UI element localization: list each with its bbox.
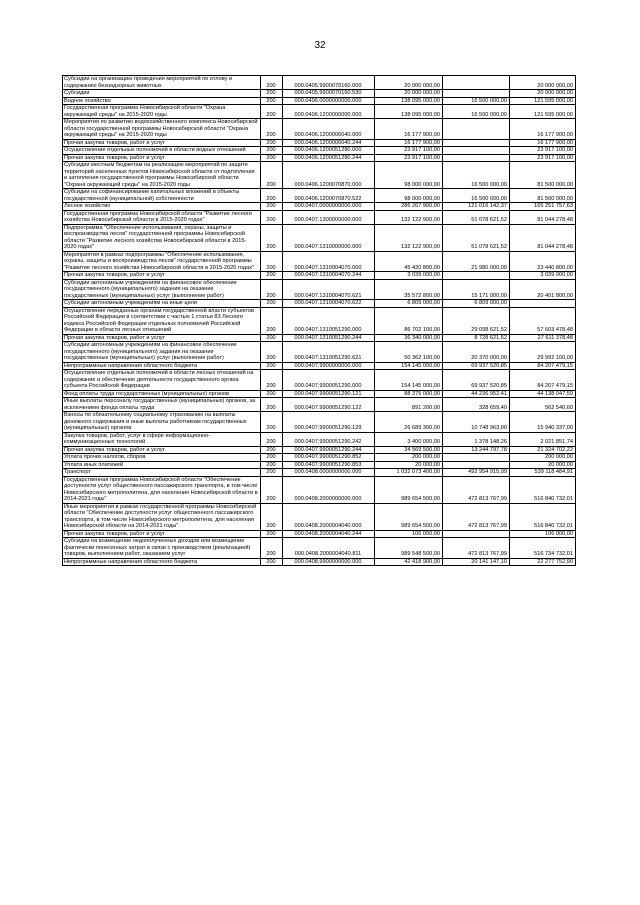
executed-amount-cell: 121 016 142,37 [443, 203, 510, 211]
approved-amount-cell: 132 122 900,00 [375, 224, 443, 251]
remaining-amount-cell: 165 251 757,63 [510, 203, 576, 211]
approved-amount-cell: 106 000,00 [375, 530, 443, 538]
executed-amount-cell: 6 809 000,00 [443, 300, 510, 308]
remaining-amount-cell: 200 000,00 [510, 454, 576, 462]
row-code-cell: 200 [261, 210, 283, 224]
approved-amount-cell: 3 039 000,00 [375, 272, 443, 280]
row-name-cell: Государственная программа Новосибирской области "Обеспечение доступности услуг общественного пассажирского транспорта, в том числе Новосибирского метрополитена, для населения Новосибирской области в 2014-2021 годы" [63, 476, 261, 503]
approved-amount-cell: 891 200,00 [375, 398, 443, 412]
table-row [63, 154, 576, 162]
row-code-cell: 200 [261, 147, 283, 155]
approved-amount-cell: 36 340 000,00 [375, 334, 443, 342]
table-row [63, 97, 576, 105]
approved-amount-cell: 35 572 800,00 [375, 279, 443, 300]
table-row [63, 147, 576, 155]
row-name-cell: Иные выплаты персоналу государственных (муниципальных) органов, за исключением фонда оплаты труда [63, 398, 261, 412]
approved-amount-cell: 200 000,00 [375, 454, 443, 462]
table-row [63, 398, 576, 412]
table-row [63, 342, 576, 363]
executed-amount-cell [443, 139, 510, 147]
row-name-cell: Субсидии местным бюджетам на реализацию мероприятий по защите территорий населенных пунктов Новосибирской области от подтопления и затопления государственной программы Новосибирской области "Охрана окружающей среды" на 2015-2020 годы [63, 162, 261, 189]
table-row [63, 461, 576, 469]
approved-amount-cell: 16 177 900,00 [375, 119, 443, 140]
row-code-cell: 200 [261, 412, 283, 433]
approved-amount-cell: 20 000,00 [375, 461, 443, 469]
row-name-cell: Водное хозяйство [63, 97, 261, 105]
remaining-amount-cell: 23 917 100,00 [510, 154, 576, 162]
row-code-cell: 200 [261, 390, 283, 398]
executed-amount-cell: 69 937 520,85 [443, 362, 510, 370]
table-row [63, 370, 576, 391]
approved-amount-cell: 132 122 900,00 [375, 210, 443, 224]
executed-amount-cell: 69 937 520,85 [443, 370, 510, 391]
executed-amount-cell: 472 813 767,99 [443, 476, 510, 503]
row-kbk-cell: 000.0408.2000004040.811 [283, 538, 375, 559]
executed-amount-cell: 13 244 797,78 [443, 446, 510, 454]
row-name-cell: Непрограммные направления областного бюджета [63, 558, 261, 566]
row-name-cell: Субсидии на организацию проведения мероприятий по отлову и содержанию безнадзорных животных [63, 76, 261, 90]
table-row [63, 119, 576, 140]
executed-amount-cell [443, 154, 510, 162]
row-kbk-cell: 000.0407.0000000000.000 [283, 203, 375, 211]
row-name-cell: Прочая закупка товаров, работ и услуг [63, 446, 261, 454]
remaining-amount-cell: 84 207 479,15 [510, 370, 576, 391]
remaining-amount-cell: 81 044 278,48 [510, 224, 576, 251]
remaining-amount-cell: 20 401 800,00 [510, 279, 576, 300]
executed-amount-cell: 492 954 915,09 [443, 469, 510, 477]
row-name-cell: Лесное хозяйство [63, 203, 261, 211]
row-kbk-cell: 000.0408.9900000000.000 [283, 558, 375, 566]
row-name-cell: Взносы по обязательному социальному страхованию на выплаты денежного содержания и иные выплаты работникам государственных (муниципальных) органов [63, 412, 261, 433]
row-code-cell: 200 [261, 139, 283, 147]
row-code-cell: 200 [261, 76, 283, 90]
executed-amount-cell [443, 530, 510, 538]
table-row [63, 251, 576, 272]
row-kbk-cell: 000.0407.1310004070.244 [283, 272, 375, 280]
remaining-amount-cell: 16 177 900,00 [510, 119, 576, 140]
row-code-cell: 200 [261, 97, 283, 105]
row-code-cell: 200 [261, 251, 283, 272]
executed-amount-cell: 51 078 621,52 [443, 210, 510, 224]
remaining-amount-cell: 81 500 000,00 [510, 189, 576, 203]
executed-amount-cell: 10 748 963,00 [443, 412, 510, 433]
row-code-cell: 200 [261, 334, 283, 342]
row-name-cell: Субсидии на возмещение недополученных доходов или возмещение фактически понесенных затрат в связи с производством (реализацией) товаров, выполнением работ, оказанием услуг [63, 538, 261, 559]
approved-amount-cell: 286 267 900,00 [375, 203, 443, 211]
approved-amount-cell: 989 654 500,00 [375, 503, 443, 530]
executed-amount-cell: 20 370 000,00 [443, 342, 510, 363]
row-kbk-cell: 000.0406.1200000000.000 [283, 105, 375, 119]
row-kbk-cell: 000.0405.9900070160.530 [283, 90, 375, 98]
approved-amount-cell: 138 095 000,00 [375, 105, 443, 119]
row-kbk-cell: 000.0407.1310051290.244 [283, 334, 375, 342]
table-row [63, 279, 576, 300]
row-name-cell: Прочая закупка товаров, работ и услуг [63, 154, 261, 162]
approved-amount-cell: 50 362 100,00 [375, 342, 443, 363]
row-code-cell: 200 [261, 307, 283, 334]
remaining-amount-cell: 539 118 484,91 [510, 469, 576, 477]
executed-amount-cell: 15 171 000,00 [443, 279, 510, 300]
executed-amount-cell: 1 378 148,26 [443, 432, 510, 446]
approved-amount-cell: 23 917 100,00 [375, 154, 443, 162]
executed-amount-cell: 16 500 000,00 [443, 97, 510, 105]
row-name-cell: Осуществление отдельных полномочий в области водных отношений [63, 147, 261, 155]
row-name-cell: Субсидии автономным учреждениям на иные цели [63, 300, 261, 308]
approved-amount-cell: 16 177 900,00 [375, 139, 443, 147]
table-body [63, 76, 576, 566]
row-code-cell: 200 [261, 224, 283, 251]
executed-amount-cell [443, 454, 510, 462]
approved-amount-cell: 42 418 900,00 [375, 558, 443, 566]
remaining-amount-cell: 27 611 378,48 [510, 334, 576, 342]
executed-amount-cell: 29 098 621,52 [443, 307, 510, 334]
row-code-cell: 200 [261, 530, 283, 538]
row-name-cell: Государственная программа Новосибирской области "Развитие лесного хозяйства Новосибирской области в 2015-2020 годах" [63, 210, 261, 224]
row-kbk-cell: 000.0407.9900051290.242 [283, 432, 375, 446]
table-row [63, 307, 576, 334]
row-name-cell: Государственная программа Новосибирской области "Охрана окружающей среды" на 2015-2020 годы [63, 105, 261, 119]
row-kbk-cell: 000.0407.9900051290.000 [283, 370, 375, 391]
row-kbk-cell: 000.0407.9900051290.853 [283, 461, 375, 469]
approved-amount-cell: 88 375 000,00 [375, 390, 443, 398]
remaining-amount-cell: 3 039 000,00 [510, 272, 576, 280]
row-kbk-cell: 000.0407.1310004070.621 [283, 279, 375, 300]
remaining-amount-cell: 20 000,00 [510, 461, 576, 469]
approved-amount-cell: 3 400 000,00 [375, 432, 443, 446]
row-kbk-cell: 000.0407.9900051290.129 [283, 412, 375, 433]
row-kbk-cell: 000.0406.1200051280.000 [283, 147, 375, 155]
remaining-amount-cell: 2 021 851,74 [510, 432, 576, 446]
row-name-cell: Субсидии автономным учреждениям на финансовое обеспечение государственного (муниципального) задания на оказание государственных (муниципальных) услуг (выполнение работ) [63, 342, 261, 363]
remaining-amount-cell: 562 540,60 [510, 398, 576, 412]
approved-amount-cell: 1 032 073 400,00 [375, 469, 443, 477]
table-row [63, 469, 576, 477]
row-code-cell: 200 [261, 203, 283, 211]
row-code-cell: 200 [261, 398, 283, 412]
table-row [63, 538, 576, 559]
table-row [63, 105, 576, 119]
row-kbk-cell: 000.0408.0000000000.000 [283, 469, 375, 477]
remaining-amount-cell: 16 177 900,00 [510, 139, 576, 147]
row-name-cell: Непрограммные направления областного бюджета [63, 362, 261, 370]
row-code-cell: 200 [261, 461, 283, 469]
row-kbk-cell: 000.0406.1200070870.000 [283, 162, 375, 189]
row-kbk-cell: 000.0407.9900051290.121 [283, 390, 375, 398]
row-code-cell: 200 [261, 90, 283, 98]
approved-amount-cell: 154 145 000,00 [375, 362, 443, 370]
executed-amount-cell [443, 76, 510, 90]
table-row [63, 530, 576, 538]
approved-amount-cell: 989 548 500,00 [375, 538, 443, 559]
approved-amount-cell: 34 569 500,00 [375, 446, 443, 454]
approved-amount-cell: 989 654 500,00 [375, 476, 443, 503]
remaining-amount-cell: 121 595 000,00 [510, 105, 576, 119]
remaining-amount-cell: 516 840 732,01 [510, 476, 576, 503]
row-name-cell: Осуществление отдельных полномочий в области лесных отношений на содержание и обеспечение деятельности государственного органа субъекта Российской Федерации [63, 370, 261, 391]
approved-amount-cell: 26 689 300,00 [375, 412, 443, 433]
approved-amount-cell: 20 000 000,00 [375, 76, 443, 90]
row-kbk-cell: 000.0407.1300000000.000 [283, 210, 375, 224]
table-row [63, 189, 576, 203]
row-code-cell: 200 [261, 300, 283, 308]
row-code-cell: 200 [261, 189, 283, 203]
approved-amount-cell: 6 809 000,00 [375, 300, 443, 308]
remaining-amount-cell: 44 138 047,59 [510, 390, 576, 398]
row-code-cell: 200 [261, 162, 283, 189]
remaining-amount-cell: 81 044 278,48 [510, 210, 576, 224]
row-code-cell: 200 [261, 503, 283, 530]
row-name-cell: Прочая закупка товаров, работ и услуг [63, 272, 261, 280]
row-kbk-cell: 000.0407.1310051290.621 [283, 342, 375, 363]
row-code-cell: 200 [261, 469, 283, 477]
remaining-amount-cell: 57 603 478,48 [510, 307, 576, 334]
row-kbk-cell: 000.0406.1200006040.244 [283, 139, 375, 147]
row-code-cell: 200 [261, 558, 283, 566]
remaining-amount-cell [510, 300, 576, 308]
row-kbk-cell: 000.0407.9900000000.000 [283, 362, 375, 370]
table-row [63, 390, 576, 398]
row-kbk-cell: 000.0407.1310004070.622 [283, 300, 375, 308]
row-name-cell: Субсидии на софинансирование капитальных вложений в объекты государственной (муниципальной) собственности [63, 189, 261, 203]
row-name-cell: Мероприятия по развитию водохозяйственного комплекса Новосибирской области государственной программы Новосибирской области "Охрана окружающей среды" на 2015-2020 годы [63, 119, 261, 140]
remaining-amount-cell: 20 000 000,00 [510, 90, 576, 98]
row-name-cell: Подпрограмма "Обеспечение использования, охраны, защиты и воспроизводства лесов" государственной программы Новосибирской области "Развитие лесного хозяйства Новосибирской области в 2015-2020 годах" [63, 224, 261, 251]
executed-amount-cell: 328 659,40 [443, 398, 510, 412]
approved-amount-cell: 138 095 000,00 [375, 97, 443, 105]
row-kbk-cell: 000.0406.1200006040.000 [283, 119, 375, 140]
approved-amount-cell: 98 000 000,00 [375, 162, 443, 189]
row-name-cell: Субсидии автономным учреждениям на финансовое обеспечение государственного (муниципального) задания на оказание государственных (муниципальных) услуг (выполнение работ) [63, 279, 261, 300]
remaining-amount-cell: 516 734 732,01 [510, 538, 576, 559]
row-kbk-cell: 000.0406.1200070870.522 [283, 189, 375, 203]
row-name-cell: Уплата прочих налогов, сборов [63, 454, 261, 462]
table-row [63, 476, 576, 503]
table-row [63, 503, 576, 530]
table-row [63, 90, 576, 98]
row-kbk-cell: 000.0407.1310051290.000 [283, 307, 375, 334]
executed-amount-cell: 16 500 000,00 [443, 189, 510, 203]
table-row [63, 432, 576, 446]
row-code-cell: 200 [261, 476, 283, 503]
remaining-amount-cell: 22 277 752,90 [510, 558, 576, 566]
remaining-amount-cell: 20 000 000,00 [510, 76, 576, 90]
row-name-cell: Прочая закупка товаров, работ и услуг [63, 334, 261, 342]
table-row [63, 139, 576, 147]
approved-amount-cell: 86 702 100,00 [375, 307, 443, 334]
executed-amount-cell: 51 078 621,52 [443, 224, 510, 251]
remaining-amount-cell: 15 940 337,00 [510, 412, 576, 433]
row-name-cell: Закупка товаров, работ, услуг в сфере информационно-коммуникационных технологий [63, 432, 261, 446]
table-row [63, 446, 576, 454]
row-code-cell: 200 [261, 272, 283, 280]
executed-amount-cell [443, 272, 510, 280]
row-kbk-cell: 000.0405.9900070160.000 [283, 76, 375, 90]
table-row [63, 362, 576, 370]
row-code-cell: 200 [261, 454, 283, 462]
row-code-cell: 200 [261, 105, 283, 119]
row-name-cell: Прочая закупка товаров, работ и услуг [63, 530, 261, 538]
row-code-cell: 200 [261, 370, 283, 391]
executed-amount-cell: 472 813 767,99 [443, 538, 510, 559]
executed-amount-cell: 16 500 000,00 [443, 105, 510, 119]
row-name-cell: Субсидии [63, 90, 261, 98]
row-code-cell: 200 [261, 154, 283, 162]
table-row [63, 210, 576, 224]
row-code-cell: 200 [261, 342, 283, 363]
row-name-cell: Фонд оплаты труда государственных (муниципальных) органов [63, 390, 261, 398]
table-row [63, 558, 576, 566]
row-name-cell: Мероприятия в рамках подпрограммы "Обеспечение использования, охраны, защиты и воспроизводства лесов" государственной программы "Развитие лесного хозяйства Новосибирской области в 2015-2020 годах" [63, 251, 261, 272]
remaining-amount-cell: 121 595 000,00 [510, 97, 576, 105]
budget-execution-table [62, 75, 576, 566]
approved-amount-cell: 23 917 100,00 [375, 147, 443, 155]
row-code-cell: 200 [261, 446, 283, 454]
approved-amount-cell: 98 000 000,00 [375, 189, 443, 203]
row-name-cell: Прочая закупка товаров, работ и услуг [63, 139, 261, 147]
row-kbk-cell: 000.0406.0000000000.000 [283, 97, 375, 105]
remaining-amount-cell: 23 440 800,00 [510, 251, 576, 272]
table-row [63, 162, 576, 189]
row-kbk-cell: 000.0408.2000000000.000 [283, 476, 375, 503]
row-code-cell: 200 [261, 362, 283, 370]
table-row [63, 272, 576, 280]
remaining-amount-cell: 516 840 732,01 [510, 503, 576, 530]
approved-amount-cell: 20 000 000,00 [375, 90, 443, 98]
executed-amount-cell [443, 90, 510, 98]
executed-amount-cell: 472 813 767,99 [443, 503, 510, 530]
table-row [63, 300, 576, 308]
row-kbk-cell: 000.0407.9900051290.244 [283, 446, 375, 454]
remaining-amount-cell: 106 000,00 [510, 530, 576, 538]
executed-amount-cell [443, 147, 510, 155]
remaining-amount-cell: 84 207 479,15 [510, 362, 576, 370]
table-row [63, 224, 576, 251]
row-kbk-cell: 000.0406.1200051280.244 [283, 154, 375, 162]
row-code-cell: 200 [261, 119, 283, 140]
row-kbk-cell: 000.0408.2000004040.000 [283, 503, 375, 530]
row-kbk-cell: 000.0408.2000004040.244 [283, 530, 375, 538]
remaining-amount-cell: 81 500 000,00 [510, 162, 576, 189]
table-row [63, 412, 576, 433]
row-code-cell: 200 [261, 279, 283, 300]
approved-amount-cell: 154 145 000,00 [375, 370, 443, 391]
executed-amount-cell: 44 236 952,41 [443, 390, 510, 398]
row-name-cell: Осуществление переданных органам государственной власти субъектов Российской Федерации в соответствии с частью 1 статьи 83 Лесного кодекса Российской Федерации отдельных полномочий Российской Федерации в области лесных отношений [63, 307, 261, 334]
row-name-cell: Транспорт [63, 469, 261, 477]
remaining-amount-cell: 21 324 702,22 [510, 446, 576, 454]
row-name-cell: Уплата иных платежей [63, 461, 261, 469]
table-row [63, 454, 576, 462]
table-row [63, 334, 576, 342]
executed-amount-cell: 16 500 000,00 [443, 162, 510, 189]
remaining-amount-cell: 29 992 100,00 [510, 342, 576, 363]
table-row [63, 76, 576, 90]
executed-amount-cell: 8 728 621,52 [443, 334, 510, 342]
executed-amount-cell [443, 461, 510, 469]
row-kbk-cell: 000.0407.9900051290.852 [283, 454, 375, 462]
row-code-cell: 200 [261, 538, 283, 559]
remaining-amount-cell: 23 917 100,00 [510, 147, 576, 155]
executed-amount-cell: 21 980 000,00 [443, 251, 510, 272]
row-code-cell: 200 [261, 432, 283, 446]
row-kbk-cell: 000.0407.1310004070.000 [283, 251, 375, 272]
executed-amount-cell [443, 119, 510, 140]
row-kbk-cell: 000.0407.9900051290.122 [283, 398, 375, 412]
executed-amount-cell: 20 141 147,10 [443, 558, 510, 566]
table-row [63, 203, 576, 211]
approved-amount-cell: 45 420 800,00 [375, 251, 443, 272]
page-number: 32 [314, 40, 326, 51]
row-name-cell: Иные мероприятия в рамках государственной программы Новосибирской области "Обеспечение доступности услуг общественного пассажирского транспорта, в том числе Новосибирского метрополитена, для населения Новосибирской области на 2014-2021 годы" [63, 503, 261, 530]
row-kbk-cell: 000.0407.1310000000.000 [283, 224, 375, 251]
